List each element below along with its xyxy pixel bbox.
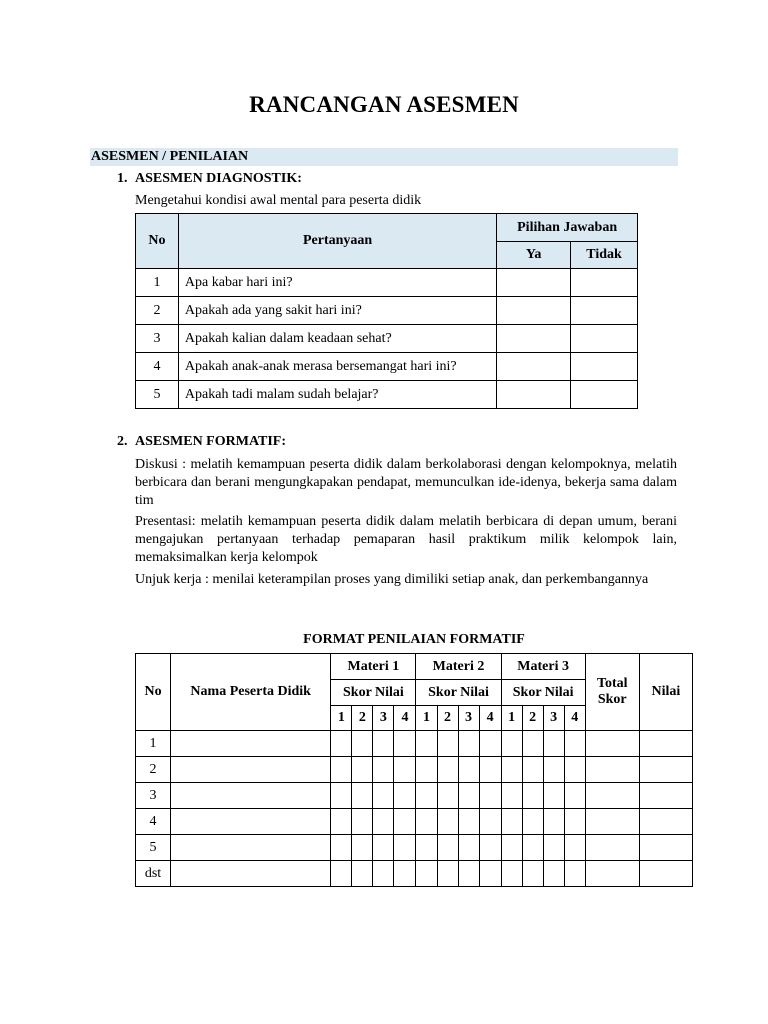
score-cell (352, 809, 373, 835)
formative-paragraph-diskusi: Diskusi : melatih kemampuan peserta didik dalam berkolaborasi dengan kelompoknya, melatih berbicara dan berani mengungkapakan pendapat, memunculkan ide-idenya, bekerja sama dalam tim (135, 457, 677, 508)
header-question: Pertanyaan (178, 214, 496, 269)
student-name-cell (171, 757, 331, 783)
score-cell (564, 731, 585, 757)
score-cell (437, 809, 458, 835)
score-cell (639, 809, 692, 835)
student-name-cell (171, 861, 331, 887)
answer-tidak-cell (571, 353, 638, 381)
score-cell (564, 835, 585, 861)
row-question: Apakah ada yang sakit hari ini? (178, 297, 496, 325)
score-cell (437, 757, 458, 783)
row-number: 1 (136, 269, 179, 297)
score-cell (522, 861, 543, 887)
format-table-title: FORMAT PENILAIAN FORMATIF (303, 632, 525, 647)
table-row (136, 297, 638, 325)
score-cell (416, 783, 437, 809)
skor-nilai-header: Skor Nilai (416, 680, 501, 706)
answer-tidak-cell (571, 325, 638, 353)
score-cell (501, 835, 522, 861)
score-cell (501, 861, 522, 887)
score-cell (564, 861, 585, 887)
score-cell (479, 783, 501, 809)
row-number: 5 (136, 835, 171, 861)
score-cell (416, 757, 437, 783)
header-choices: Pilihan Jawaban (497, 214, 638, 242)
format-table (135, 653, 693, 887)
table-row (136, 325, 638, 353)
table-row (136, 835, 693, 861)
score-cell (522, 757, 543, 783)
score-cell (479, 731, 501, 757)
answer-tidak-cell (571, 269, 638, 297)
score-cell (331, 783, 352, 809)
row-question: Apa kabar hari ini? (178, 269, 496, 297)
formative-paragraph-presentasi: Presentasi: melatih kemampuan peserta didik dalam melatih berbicara di depan umum, berani mengajukan pertanyaan terhadap pemaparan hasil praktikum milik kelompok lain, memaksimalkan kerja kelompok (135, 514, 677, 565)
score-cell (639, 783, 692, 809)
score-cell (394, 809, 416, 835)
score-cell (543, 835, 564, 861)
row-question: Apakah tadi malam sudah belajar? (178, 381, 496, 409)
score-cell (373, 731, 394, 757)
score-cell (522, 783, 543, 809)
score-cell (394, 783, 416, 809)
score-cell (639, 757, 692, 783)
header-no: No (136, 214, 179, 269)
score-col: 3 (373, 706, 394, 731)
score-col: 2 (352, 706, 373, 731)
score-col: 4 (479, 706, 501, 731)
score-col: 2 (522, 706, 543, 731)
score-cell (585, 783, 639, 809)
score-cell (479, 757, 501, 783)
score-cell (501, 757, 522, 783)
score-cell (373, 757, 394, 783)
format-header-total-skor (585, 654, 639, 731)
table-row (136, 809, 693, 835)
row-number: 3 (136, 325, 179, 353)
student-name-cell (171, 835, 331, 861)
table-row (136, 269, 638, 297)
score-cell (352, 861, 373, 887)
score-cell (458, 731, 479, 757)
score-cell (543, 861, 564, 887)
score-cell (394, 835, 416, 861)
student-name-cell (171, 809, 331, 835)
row-number: 4 (136, 809, 171, 835)
diagnostic-number: 1. (117, 171, 128, 186)
score-cell (458, 809, 479, 835)
format-table-body (136, 731, 693, 887)
score-col: 1 (501, 706, 522, 731)
score-cell (373, 861, 394, 887)
student-name-cell (171, 731, 331, 757)
score-cell (564, 757, 585, 783)
row-number: dst (136, 861, 171, 887)
table-row (136, 381, 638, 409)
score-col: 3 (543, 706, 564, 731)
score-cell (373, 783, 394, 809)
score-col: 4 (564, 706, 585, 731)
score-cell (479, 809, 501, 835)
score-cell (501, 809, 522, 835)
row-number: 3 (136, 783, 171, 809)
section-heading-label: ASESMEN / PENILAIAN (91, 149, 249, 164)
score-cell (352, 783, 373, 809)
diagnostic-table (135, 213, 638, 409)
student-name-cell (171, 783, 331, 809)
row-question: Apakah kalian dalam keadaan sehat? (178, 325, 496, 353)
table-row (136, 783, 693, 809)
row-number: 5 (136, 381, 179, 409)
format-header-materi-3: Materi 3 (501, 654, 585, 680)
header-tidak: Tidak (571, 242, 638, 269)
score-cell (437, 861, 458, 887)
score-cell (585, 757, 639, 783)
score-cell (331, 757, 352, 783)
score-cell (585, 835, 639, 861)
score-cell (564, 809, 585, 835)
skor-nilai-header: Skor Nilai (501, 680, 585, 706)
score-cell (585, 861, 639, 887)
score-cell (543, 783, 564, 809)
table-row (136, 861, 693, 887)
score-cell (394, 757, 416, 783)
table-row (136, 757, 693, 783)
score-cell (416, 835, 437, 861)
score-cell (416, 731, 437, 757)
format-header-materi-1: Materi 1 (331, 654, 416, 680)
score-cell (479, 861, 501, 887)
score-cell (373, 835, 394, 861)
row-number: 4 (136, 353, 179, 381)
score-cell (543, 809, 564, 835)
score-cell (501, 783, 522, 809)
score-cell (437, 731, 458, 757)
row-number: 1 (136, 731, 171, 757)
total-line-2: Skor (597, 692, 627, 707)
score-cell (394, 731, 416, 757)
score-cell (522, 835, 543, 861)
score-cell (585, 731, 639, 757)
row-question: Apakah anak-anak merasa bersemangat hari ini? (178, 353, 496, 381)
score-cell (639, 731, 692, 757)
formative-heading-text: ASESMEN FORMATIF: (135, 434, 287, 449)
score-col: 1 (331, 706, 352, 731)
score-col: 3 (458, 706, 479, 731)
score-cell (373, 809, 394, 835)
formative-paragraph-unjuk-kerja: Unjuk kerja : menilai keterampilan proses yang dimiliki setiap anak, dan perkembangannya (135, 572, 649, 587)
answer-tidak-cell (571, 297, 638, 325)
row-number: 2 (136, 297, 179, 325)
score-cell (352, 731, 373, 757)
score-col: 2 (437, 706, 458, 731)
score-cell (352, 757, 373, 783)
format-header-nilai: Nilai (639, 654, 692, 731)
table-row (136, 731, 693, 757)
row-number: 2 (136, 757, 171, 783)
answer-yes-cell (497, 353, 571, 381)
score-cell (331, 861, 352, 887)
score-cell (564, 783, 585, 809)
score-cell (458, 757, 479, 783)
formative-number: 2. (117, 434, 128, 449)
answer-yes-cell (497, 381, 571, 409)
page-title: RANCANGAN ASESMEN (249, 92, 519, 117)
score-cell (501, 731, 522, 757)
score-cell (331, 835, 352, 861)
score-cell (522, 731, 543, 757)
score-cell (585, 809, 639, 835)
answer-yes-cell (497, 297, 571, 325)
answer-yes-cell (497, 325, 571, 353)
score-cell (331, 809, 352, 835)
section-heading (90, 148, 678, 166)
score-cell (479, 835, 501, 861)
score-cell (543, 731, 564, 757)
header-yes: Ya (497, 242, 571, 269)
answer-tidak-cell (571, 381, 638, 409)
format-header-materi-2: Materi 2 (416, 654, 501, 680)
format-header-name: Nama Peserta Didik (171, 654, 331, 731)
score-cell (416, 861, 437, 887)
score-cell (437, 783, 458, 809)
score-cell (331, 731, 352, 757)
score-cell (416, 809, 437, 835)
answer-yes-cell (497, 269, 571, 297)
format-header-no: No (136, 654, 171, 731)
score-cell (522, 809, 543, 835)
table-row (136, 353, 638, 381)
score-cell (394, 861, 416, 887)
diagnostic-intro: Mengetahui kondisi awal mental para peserta didik (135, 193, 422, 208)
diagnostic-heading-text: ASESMEN DIAGNOSTIK: (135, 171, 302, 186)
total-line-1: Total (596, 676, 628, 691)
score-cell (458, 861, 479, 887)
score-cell (352, 835, 373, 861)
score-cell (458, 783, 479, 809)
score-col: 1 (416, 706, 437, 731)
score-col: 4 (394, 706, 416, 731)
skor-nilai-header: Skor Nilai (331, 680, 416, 706)
score-cell (639, 861, 692, 887)
score-cell (437, 835, 458, 861)
score-cell (639, 835, 692, 861)
score-cell (543, 757, 564, 783)
score-cell (458, 835, 479, 861)
